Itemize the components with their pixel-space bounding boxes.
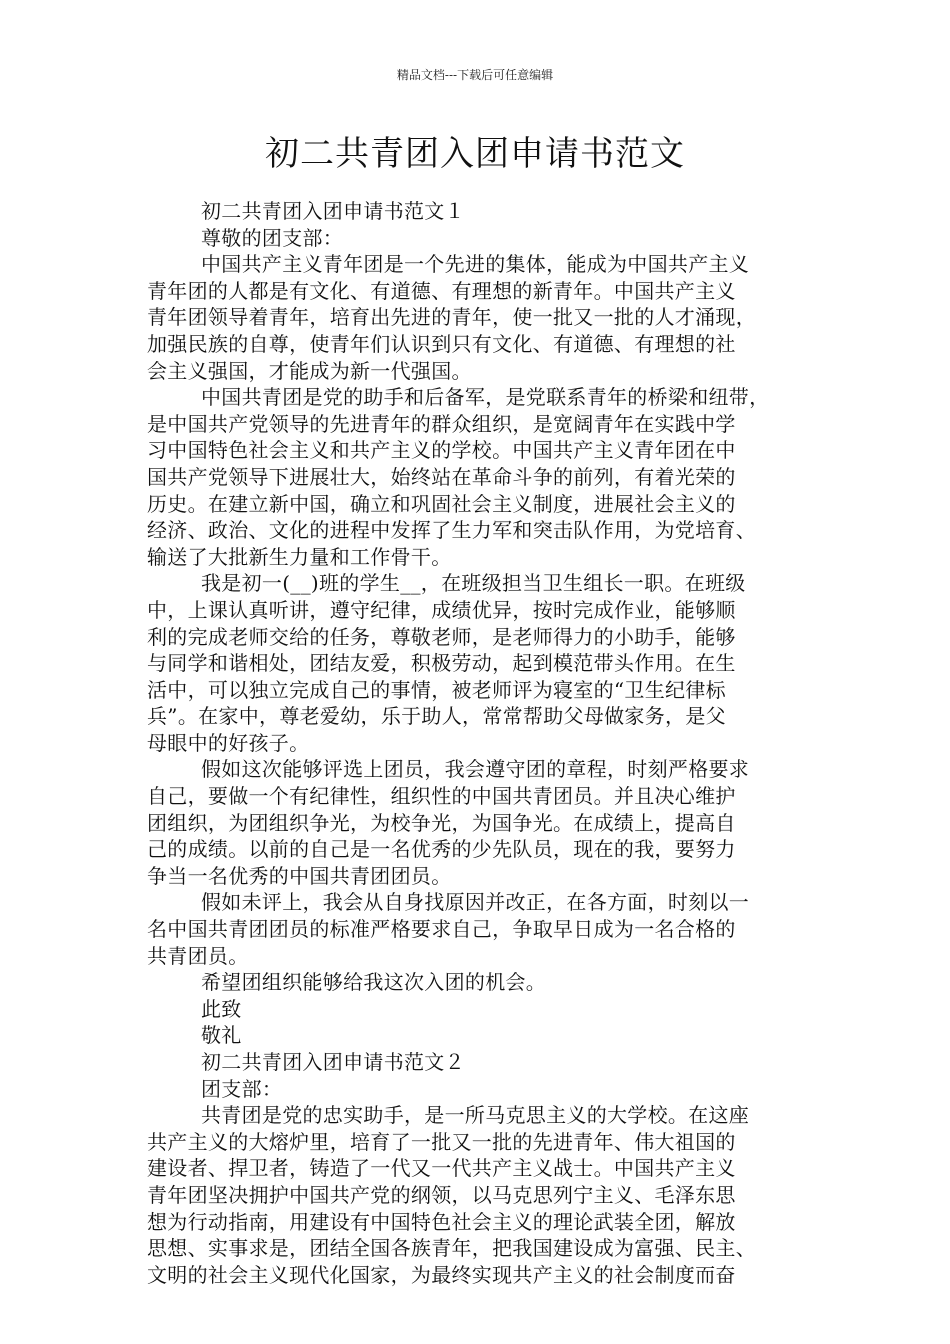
text-line: 活中，可以独立完成自己的事情，被老师评为寝室的“卫生纪律标 xyxy=(147,677,726,702)
text-line: 假如这次能够评选上团员，我会遵守团的章程，时刻严格要求 xyxy=(201,757,750,782)
text-line: 想为行动指南，用建设有中国特色社会主义的理论武装全团，解放 xyxy=(147,1209,736,1234)
document-body xyxy=(147,198,819,1288)
text-line: 敬礼 xyxy=(201,1023,242,1048)
text-line: 希望团组织能够给我这次入团的机会。 xyxy=(201,970,547,995)
document-title: 初二共青团入团申请书范文 xyxy=(265,134,685,174)
text-line: 历史。在建立新中国，确立和巩固社会主义制度，进展社会主义的 xyxy=(147,491,736,516)
text-line: 是中国共产党领导的先进青年的群众组织，是宽阔青年在实践中学 xyxy=(147,411,736,436)
text-line: 我是初一(__)班的学生__，在班级担当卫生组长一职。在班级 xyxy=(201,571,746,596)
text-line: 中国共产主义青年团是一个先进的集体，能成为中国共产主义 xyxy=(201,252,750,277)
text-line: 中，上课认真听讲，遵守纪律，成绩优异，按时完成作业，能够顺 xyxy=(147,597,736,622)
header-note: 精品文档---下载后可任意编辑 xyxy=(396,68,554,82)
text-line: 文明的社会主义现代化国家，为最终实现共产主义的社会制度而奋 xyxy=(147,1262,736,1287)
text-line: 建设者、捍卫者，铸造了一代又一代共产主义战士。中国共产主义 xyxy=(147,1156,736,1181)
text-line: 争当一名优秀的中国共青团团员。 xyxy=(147,863,452,888)
text-line: 己的成绩。以前的自己是一名优秀的少先队员，现在的我，要努力 xyxy=(147,837,736,862)
text-line: 输送了大批新生力量和工作骨干。 xyxy=(147,544,452,569)
text-line: 青年团的人都是有文化、有道德、有理想的新青年。中国共产主义 xyxy=(147,278,736,303)
text-line: 尊敬的团支部： xyxy=(201,225,344,250)
text-line: 名中国共青团团员的标准严格要求自己，争取早日成为一名合格的 xyxy=(147,917,736,942)
text-line: 初二共青团入团申请书范文１ xyxy=(201,199,465,223)
text-line: 经济、政治、文化的进程中发挥了生力军和突击队作用，为党培育、 xyxy=(147,518,756,543)
text-line: 母眼中的好孩子。 xyxy=(147,730,310,755)
text-line: 会主义强国，才能成为新一代强国。 xyxy=(147,358,472,383)
text-line: 加强民族的自尊，使青年们认识到只有文化、有道德、有理想的社 xyxy=(147,331,736,356)
text-line: 与同学和谐相处，团结友爱，积极劳动，起到模范带头作用。在生 xyxy=(147,651,736,676)
text-line: 共青团员。 xyxy=(147,943,249,968)
text-line: 此致 xyxy=(201,996,242,1021)
text-line: 自己，要做一个有纪律性，组织性的中国共青团员。并且决心维护 xyxy=(147,784,736,809)
text-line: 共青团是党的忠实助手，是一所马克思主义的大学校。在这座 xyxy=(201,1103,750,1128)
text-line: 共产主义的大熔炉里，培育了一批又一批的先进青年、伟大祖国的 xyxy=(147,1129,736,1154)
text-line: 兵”。在家中，尊老爱幼，乐于助人，常常帮助父母做家务，是父 xyxy=(147,704,726,729)
text-line: 青年团坚决拥护中国共产党的纲领，以马克思列宁主义、毛泽东思 xyxy=(147,1182,736,1207)
text-line: 中国共青团是党的助手和后备军，是党联系青年的桥梁和纽带， xyxy=(201,385,770,410)
text-line: 假如未评上，我会从自身找原因并改正，在各方面，时刻以一 xyxy=(201,890,750,915)
text-line: 利的完成老师交给的任务，尊敬老师，是老师得力的小助手，能够 xyxy=(147,624,736,649)
text-line: 青年团领导着青年，培育出先进的青年，使一批又一批的人才涌现， xyxy=(147,305,756,330)
text-line: 国共产党领导下进展壮大，始终站在革命斗争的前列，有着光荣的 xyxy=(147,464,736,489)
text-line: 初二共青团入团申请书范文２ xyxy=(201,1050,465,1074)
text-line: 习中国特色社会主义和共产主义的学校。中国共产主义青年团在中 xyxy=(147,438,736,463)
text-line: 团支部： xyxy=(201,1076,283,1101)
text-line: 团组织，为团组织争光，为校争光，为国争光。在成绩上，提高自 xyxy=(147,810,736,835)
text-line: 思想、实事求是，团结全国各族青年，把我国建设成为富强、民主、 xyxy=(147,1236,756,1261)
